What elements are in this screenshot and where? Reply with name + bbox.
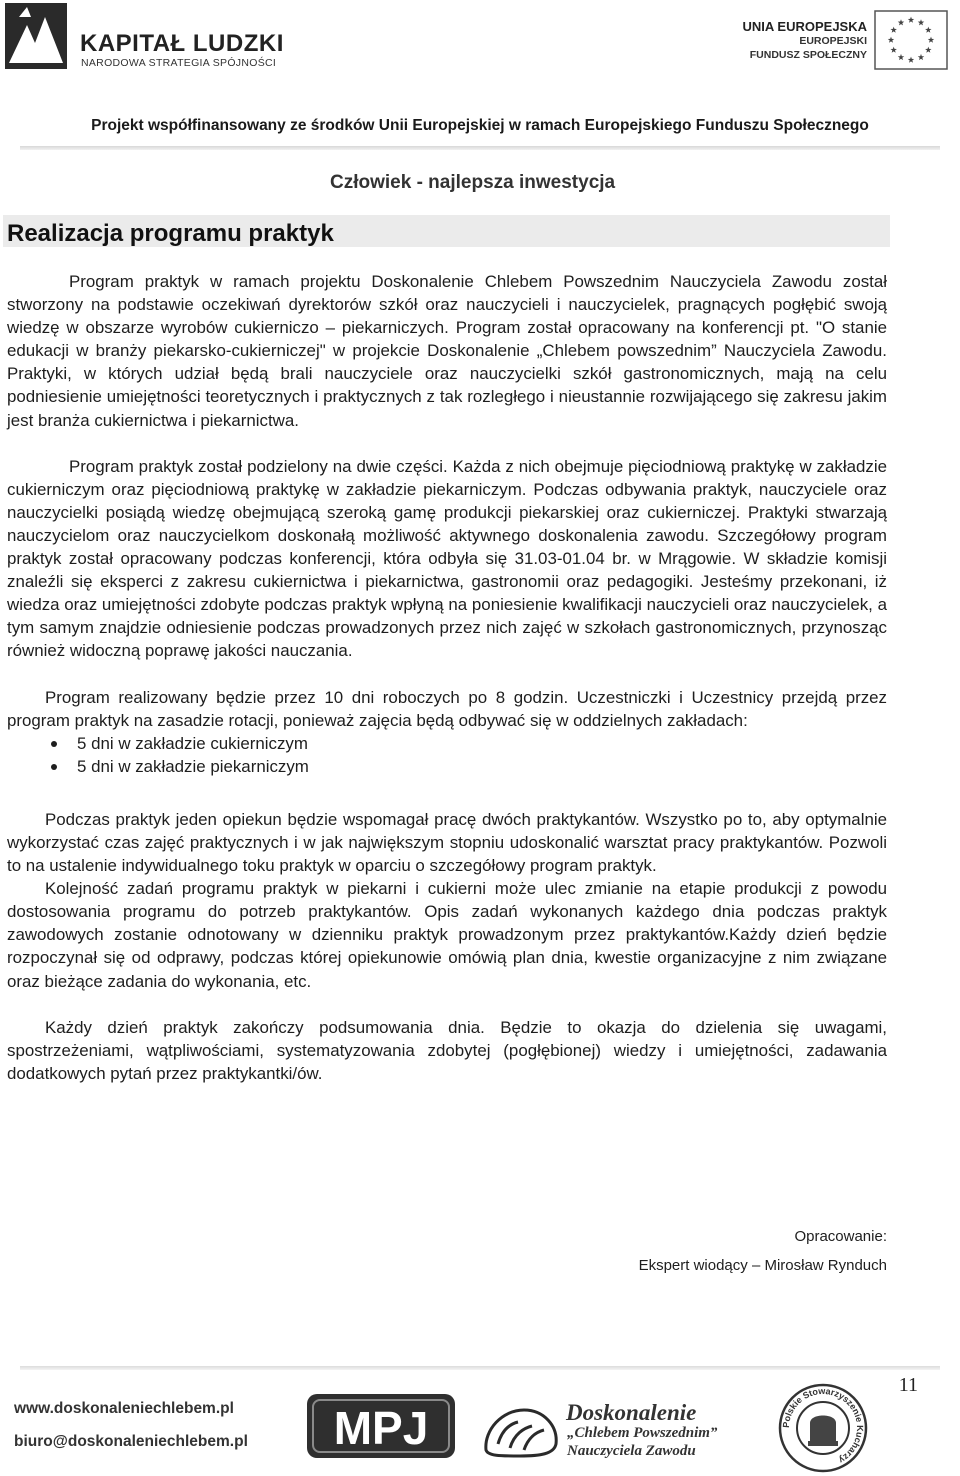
doskonalenie-logo-line-1: Doskonalenie	[566, 1400, 697, 1425]
mpj-logo-icon	[307, 1386, 455, 1466]
footer-divider	[20, 1366, 940, 1370]
association-seal-icon	[778, 1383, 868, 1473]
signature-label: Opracowanie:	[794, 1228, 887, 1245]
bullet-icon	[51, 741, 57, 747]
seal-text: Polskie Stowarzyszenie Kucharzy	[780, 1385, 866, 1466]
eu-text-block	[743, 20, 867, 62]
doskonalenie-logo-line-2: „Chlebem Powszednim”	[567, 1425, 718, 1441]
page-header	[0, 0, 960, 193]
paragraph-1: Program praktyk w ramach projektu Doskonalenie Chlebem Powszednim Nauczyciela Zawodu został stworzony na podstawie oczekiwań dyrektorów szkół oraz nauczycieli i nauczycielek, pragnących pogłębić swoją wiedzę w obszarze wyrobów cukierniczo – piekarniczych. Program został opracowany na konferencji pt. "O stanie edukacji w branży piekarsko-cukierniczej" w projekcie Doskonalenie „Chlebem powszednim” Nauczyciela Zawodu. Praktyki, w których udział będą brali nauczyciele oraz nauczycielki szkół gastronomicznych, mają na celu podniesienie umiejętności teoretycznych i praktycznych z tak rozległego i nieustannie rozwijającego się zakresu jakim jest branża cukiernictwa i piekarnictwa.	[7, 272, 887, 430]
cofinancing-statement: Projekt współfinansowany ze środków Unii Europejskiej w ramach Europejskiego Funduszu Społecznego	[91, 117, 869, 134]
eu-line-2: EUROPEJSKI	[799, 35, 867, 47]
footer-email-link[interactable]: biuro@doskonaleniechlebem.pl	[14, 1433, 248, 1450]
page-number: 11	[898, 1374, 918, 1396]
signature-name: Ekspert wiodący – Mirosław Rynduch	[638, 1257, 887, 1274]
paragraph-6: Każdy dzień praktyk zakończy podsumowania dnia. Będzie to okazja do dzielenia się uwagami, spostrzeżeniami, wątpliwościami, systematyzowania zdobytej (pogłębionej) wiedzy i umiejętności, zadawania dodatkowych pytań przez praktykantki/ów.	[7, 1017, 887, 1083]
kapital-ludzki-subtitle: NARODOWA STRATEGIA SPÓJNOŚCI	[81, 57, 277, 69]
list-item-text: 5 dni w zakładzie piekarniczym	[77, 756, 309, 776]
section-title-bar	[3, 215, 890, 247]
paragraph-2: Program praktyk został podzielony na dwie części. Każda z nich obejmuje pięciodniową praktykę w zakładzie cukierniczym oraz pięciodniową praktykę w zakładzie piekarniczym. Podczas odbywania praktyk, nauczyciele oraz nauczycielki posiądą wiedzę obejmującą szeroką gamę produkcji piekarskiej oraz cukierniczej. Praktyki stwarzają nauczycielom oraz nauczycielkom doskonałą możliwość aktywnego doskonalenia zawodu. Szczegółowy program praktyk został opracowany podczas konferencji, która odbyła się 31.03-01.04 br. w Mrągowie. W składzie komisji znaleźli się eksperci z zakresu cukiernictwa i piekarnictwa, gastronomii oraz pedagogiki. Jesteśmy przekonani, iż wiedza oraz umiejętności zdobyte podczas praktyk wpłyną na poniesienie kwalifikacji nauczycieli oraz nauczycielek, a tym samym znajdzie odniesienie podczas prowadzonych przez nich zajęć w szkołach gastronomicznych, przynosząc również widoczną poprawę jakości nauczania.	[7, 456, 887, 661]
eu-line-1: UNIA EUROPEJSKA	[742, 19, 867, 34]
kapital-ludzki-logo-icon	[5, 3, 67, 69]
kapital-ludzki-title: KAPITAŁ LUDZKI	[80, 30, 284, 57]
header-divider	[20, 146, 940, 150]
bullet-list	[7, 732, 887, 778]
footer-website-link[interactable]: www.doskonaleniechlebem.pl	[14, 1400, 234, 1417]
eu-line-3: FUNDUSZ SPOŁECZNY	[749, 49, 867, 61]
paragraph-4: Podczas praktyk jeden opiekun będzie wspomagał pracę dwóch praktykantów. Wszystko po to, aby optymalnie wykorzystać czas zajęć praktycznych i w jak największym stopniu udoskonalić warsztat pracy praktykantów. Pozwoli to na ustalenie indywidualnego toku praktyk w oparciu o szczegółowy program praktyk.	[7, 809, 887, 876]
list-item	[7, 755, 887, 778]
eu-flag-icon	[874, 10, 948, 70]
mpj-logo-text: MPJ	[333, 1402, 429, 1454]
list-item	[7, 732, 887, 755]
doskonalenie-logo-line-3: Nauczyciela Zawodu	[567, 1443, 696, 1459]
slogan: Człowiek - najlepsza inwestycja	[330, 172, 616, 193]
document-title: Realizacja programu praktyk	[7, 220, 334, 247]
paragraph-5: Kolejność zadań programu praktyk w piekarni i cukierni może ulec zmianie na etapie produkcji z powodu dostosowania programu do potrzeb praktykantów. Opis zadań wykonanych każdego dnia podczas praktyk zawodowych zostanie odnotowany w dzienniku praktyk prowadzonym przez praktykantów.Każdy dzień będzie rozpoczynał się od odprawy, podczas której opiekunowie omówią plan dnia, kwestie organizacyjne z nim związane oraz bieżące zadania do wykonania, etc.	[7, 879, 887, 991]
bullet-icon	[51, 764, 57, 770]
list-item-text: 5 dni w zakładzie cukierniczym	[77, 733, 308, 753]
paragraph-3: Program realizowany będzie przez 10 dni roboczych po 8 godzin. Uczestniczki i Uczestnicy przejdą przez program praktyk na zasadzie rotacji, ponieważ zajęcia będą odbywać się w oddzielnych zakładach:	[7, 687, 887, 730]
document-body	[7, 270, 887, 1085]
bread-logo-icon	[480, 1400, 562, 1462]
